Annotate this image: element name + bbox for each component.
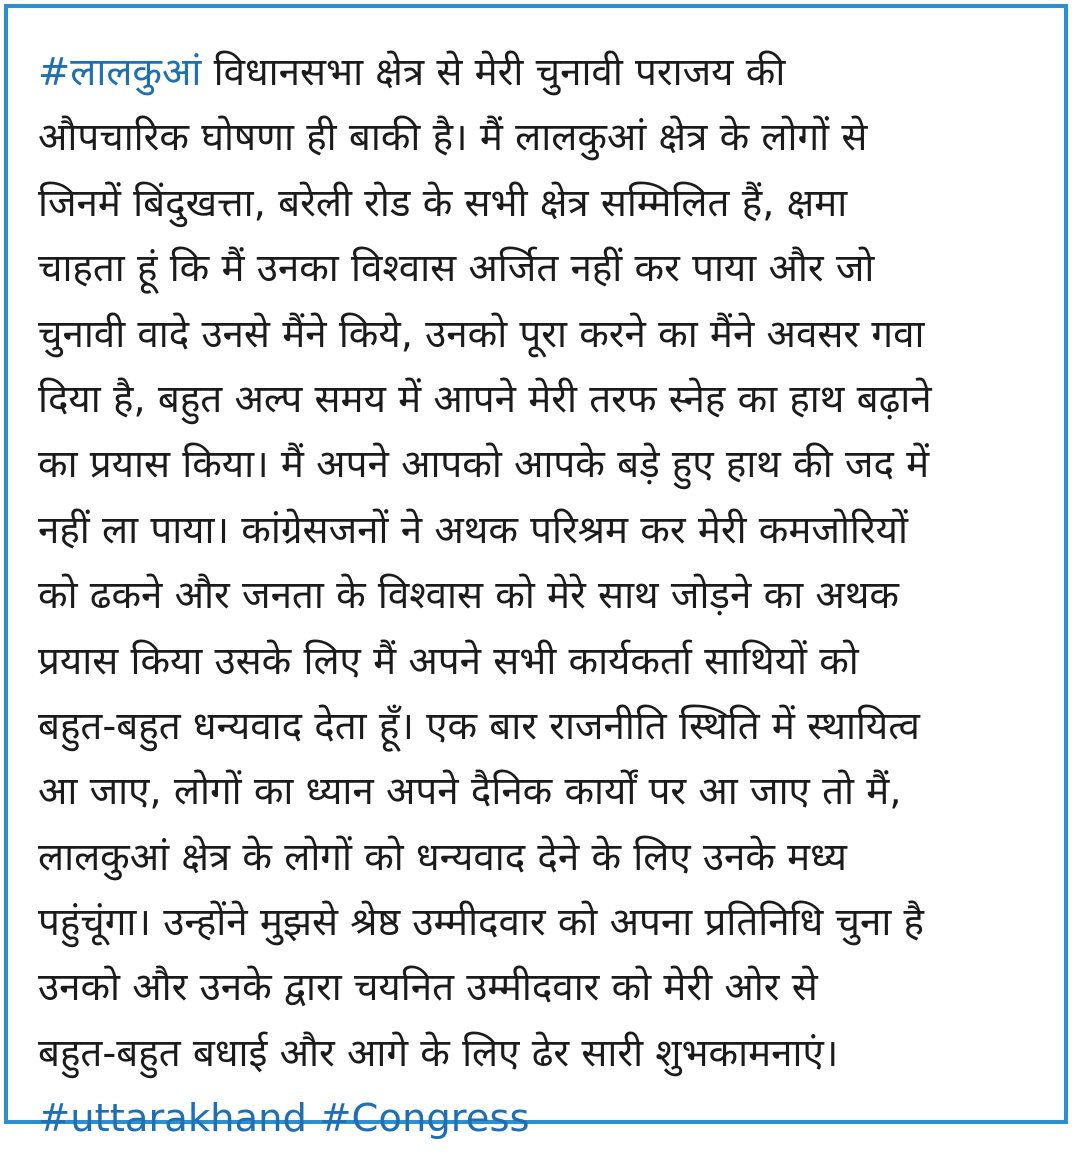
post-card <box>4 4 1068 1142</box>
post-text-segment: विधानसभा क्षेत्र से मेरी चुनावी पराजय की <box>201 50 786 95</box>
post-line-8: नहीं ला पाया। कांग्रेसजनों ने अथक परिश्रम कर मेरी कमजोरियों <box>38 507 908 553</box>
post-line-10: प्रयास किया उसके लिए मैं अपने सभी कार्यकर्ता साथियों को <box>38 638 859 684</box>
hashtag-lalkuan[interactable]: #लालकुआं <box>38 50 202 95</box>
post-line-9: को ढकने और जनता के विश्वास को मेरे साथ जोड़ने का अथक <box>38 573 899 619</box>
post-line-13: लालकुआं क्षेत्र के लोगों को धन्यवाद देने के लिए उनके मध्य <box>38 834 847 880</box>
post-line-11: बहुत-बहुत धन्यवाद देता हूँ। एक बार राजनीति स्थिति में स्थायित्व <box>38 703 920 749</box>
post-text <box>38 40 1048 1152</box>
post-line-1 <box>38 40 1048 105</box>
post-line-7: का प्रयास किया। मैं अपने आपको आपके बड़े हुए हाथ की जद में <box>38 442 930 488</box>
post-line-2: औपचारिक घोषणा ही बाकी है। मैं लालकुआं क्षेत्र के लोगों से <box>38 115 868 161</box>
post-line-6: दिया है, बहुत अल्प समय में आपने मेरी तरफ स्नेह का हाथ बढ़ाने <box>38 376 932 422</box>
post-line-14: पहुंचूंगा। उन्होंने मुझसे श्रेष्ठ उम्मीदवार को अपना प्रतिनिधि चुना है <box>38 900 924 946</box>
post-line-16: बहुत-बहुत बधाई और आगे के लिए ढेर सारी शुभकामनाएं। <box>38 1030 839 1076</box>
post-hashtags-line <box>38 1086 1048 1151</box>
post-line-4: चाहता हूं कि मैं उनका विश्वास अर्जित नहीं कर पाया और जो <box>38 246 875 292</box>
post-line-12: आ जाए, लोगों का ध्यान अपने दैनिक कार्यों पर आ जाए तो मैं, <box>38 769 902 815</box>
post-line-5: चुनावी वादे उनसे मैंने किये, उनको पूरा करने का मैंने अवसर गवा <box>38 311 925 357</box>
hashtag-uttarakhand[interactable]: #uttarakhand <box>38 1096 307 1142</box>
hashtag-congress[interactable]: #Congress <box>319 1096 530 1142</box>
post-line-15: उनको और उनके द्वारा चयनित उम्मीदवार को मेरी ओर से <box>38 965 818 1011</box>
post-line-3: जिनमें बिंदुखत्ता, बरेली रोड के सभी क्षेत्र सम्मिलित हैं, क्षमा <box>38 180 848 226</box>
